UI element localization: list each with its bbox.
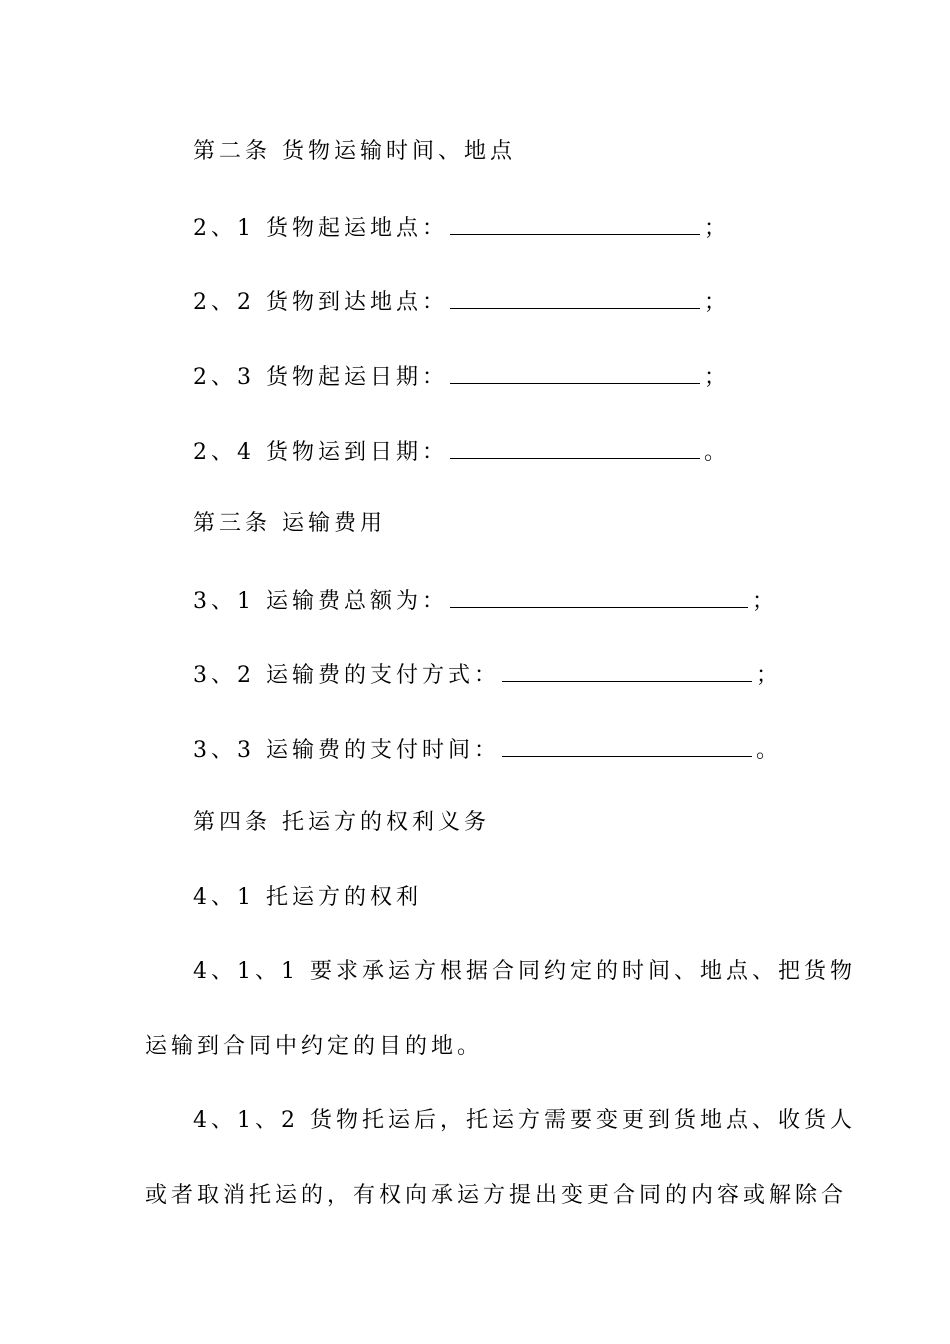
fill-in-blank bbox=[450, 212, 700, 235]
heading-text: 第二条 货物运输时间、地点 bbox=[193, 139, 516, 164]
clause-label: 2、1 货物起运地点： bbox=[193, 216, 448, 241]
clause-label: 2、4 货物运到日期： bbox=[193, 440, 448, 465]
clause-label: 3、3 运输费的支付时间： bbox=[193, 738, 500, 763]
heading-text: 第四条 托运方的权利义务 bbox=[193, 810, 490, 835]
clause-end-punct: ； bbox=[704, 216, 731, 241]
clause-label: 3、1 运输费总额为： bbox=[193, 589, 448, 614]
clause-end-punct: ； bbox=[704, 365, 731, 390]
fill-in-blank bbox=[450, 361, 700, 384]
clause-3-3 bbox=[193, 734, 782, 766]
clause-3-1 bbox=[193, 585, 778, 617]
clause-2-3 bbox=[193, 361, 730, 393]
clause-3-2 bbox=[193, 659, 782, 691]
fill-in-blank bbox=[450, 585, 748, 608]
clause-label: 3、2 运输费的支付方式： bbox=[193, 663, 500, 688]
clause-2-2 bbox=[193, 286, 730, 318]
clause-label: 2、2 货物到达地点： bbox=[193, 290, 448, 315]
clause-end-punct: 。 bbox=[704, 440, 731, 465]
fill-in-blank bbox=[502, 659, 752, 682]
article-3-heading bbox=[193, 509, 386, 539]
sub-heading-4-1 bbox=[193, 883, 422, 913]
clause-end-punct: 。 bbox=[756, 738, 783, 763]
clause-2-4 bbox=[193, 436, 730, 468]
article-4-heading bbox=[193, 808, 490, 838]
clause-end-punct: ； bbox=[752, 589, 779, 614]
clause-end-punct: ； bbox=[704, 290, 731, 315]
paragraph-4-1-2-line-2: 或者取消托运的，有权向承运方提出变更合同的内容或解除合 bbox=[145, 1183, 848, 1208]
sub-heading-text: 4、1 托运方的权利 bbox=[193, 885, 422, 910]
clause-2-1 bbox=[193, 212, 730, 244]
clause-end-punct: ； bbox=[756, 663, 783, 688]
article-2-heading bbox=[193, 137, 516, 167]
paragraph-4-1-1-line-2: 运输到合同中约定的目的地。 bbox=[145, 1034, 484, 1059]
fill-in-blank bbox=[450, 436, 700, 459]
clause-label: 2、3 货物起运日期： bbox=[193, 365, 448, 390]
fill-in-blank bbox=[502, 734, 752, 757]
paragraph-4-1-2-line-1: 4、1、2 货物托运后，托运方需要变更到货地点、收货人 bbox=[193, 1108, 856, 1133]
fill-in-blank bbox=[450, 286, 700, 309]
heading-text: 第三条 运输费用 bbox=[193, 511, 386, 536]
paragraph-4-1-1-line-1: 4、1、1 要求承运方根据合同约定的时间、地点、把货物 bbox=[193, 959, 856, 984]
